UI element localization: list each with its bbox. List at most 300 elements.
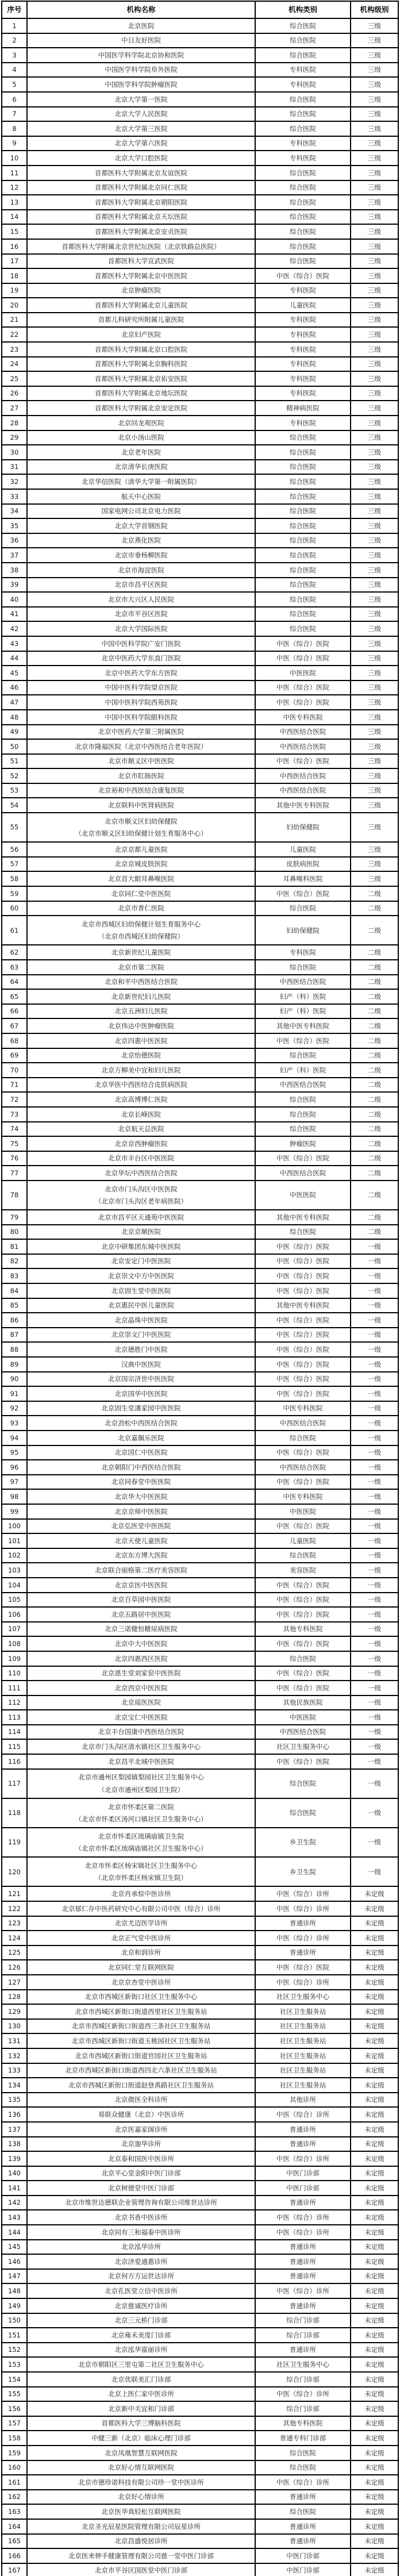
cell-level: 未定级 [351, 2475, 398, 2490]
table-row [2, 1960, 398, 1975]
cell-category: 社区卫生服务站 [255, 2033, 351, 2048]
table-row [2, 607, 398, 622]
institution-name: 首都医科大学附属北京胸科医院 [95, 360, 187, 368]
table-row [2, 2563, 398, 2576]
cell-name [27, 254, 255, 269]
cell-category: 综合医院 [255, 1122, 351, 1137]
cell-category: 中医医院 [255, 1710, 351, 1725]
cell-level: 二级 [351, 1092, 398, 1107]
cell-level: 三级 [351, 18, 398, 33]
cell-name [27, 371, 255, 386]
institution-name: 北京新中关宜和门诊部 [108, 2404, 174, 2413]
table-row [2, 2490, 398, 2505]
institution-name: 北京市门头沟区清水镇社区卫生服务中心 [82, 1743, 201, 1751]
cell-level: 未定级 [351, 2504, 398, 2519]
institution-name: 北京市怀柔区琉璃庙镇卫生院 [98, 1832, 184, 1840]
table-row [2, 857, 398, 872]
cell-name [27, 960, 255, 975]
cell-no: 110 [2, 1666, 27, 1681]
table-row [2, 2475, 398, 2490]
cell-level: 三级 [351, 313, 398, 328]
cell-level: 一级 [351, 1857, 398, 1886]
cell-name [27, 2475, 255, 2490]
cell-category: 普通诊所 [255, 2534, 351, 2549]
cell-no: 150 [2, 2313, 27, 2328]
cell-category: 中医（综合）医院 [255, 1372, 351, 1387]
cell-level: 一级 [351, 1357, 398, 1372]
cell-level: 三级 [351, 92, 398, 107]
cell-level: 未定级 [351, 2446, 398, 2460]
cell-category: 综合医院 [255, 2446, 351, 2460]
table-row [2, 1078, 398, 1093]
cell-category: 普通诊所 [255, 2490, 351, 2505]
cell-no: 126 [2, 1960, 27, 1975]
cell-level: 三级 [351, 77, 398, 92]
institution-name: 北京平心堂金阳中医门诊部 [101, 2169, 181, 2178]
institution-name: 首都医科大学附属北京友谊医院 [95, 168, 187, 177]
cell-no: 32 [2, 474, 27, 489]
cell-category: 皮肤病医院 [255, 857, 351, 872]
cell-name [27, 2093, 255, 2108]
cell-category: 综合医院 [255, 460, 351, 475]
cell-level: 三级 [351, 224, 398, 239]
institution-name: 中国中医科学院广安门医院 [101, 639, 181, 648]
institution-name: 北京清华长庚医院 [114, 463, 168, 471]
table-row [2, 1460, 398, 1475]
table-row [2, 107, 398, 122]
cell-no: 6 [2, 92, 27, 107]
cell-no: 111 [2, 1681, 27, 1695]
institution-name: 北京大学口腔医院 [114, 153, 168, 162]
cell-name [27, 1946, 255, 1960]
cell-category: 综合医院 [255, 445, 351, 460]
cell-level: 未定级 [351, 2548, 398, 2563]
table-row [2, 2181, 398, 2196]
cell-category: 中医（综合）医院 [255, 1578, 351, 1593]
cell-category: 中医（综合）医院 [255, 1254, 351, 1269]
cell-no: 120 [2, 1857, 27, 1886]
institution-name: 北京肿瘤医院 [121, 286, 161, 295]
cell-no: 20 [2, 298, 27, 313]
cell-level: 三级 [351, 63, 398, 78]
cell-name [27, 1372, 255, 1387]
cell-category: 专科医院 [255, 386, 351, 401]
cell-level: 未定级 [351, 2372, 398, 2387]
cell-name [27, 813, 255, 842]
cell-name [27, 136, 255, 151]
table-row [2, 1857, 398, 1886]
cell-no: 34 [2, 504, 27, 519]
cell-name [27, 1210, 255, 1225]
institution-name: 北京市西城区新街口街道西里社区卫生服务站 [75, 2007, 207, 2016]
table-row [2, 1593, 398, 1608]
table-row [2, 2122, 398, 2137]
cell-level: 二级 [351, 901, 398, 916]
table-row [2, 1298, 398, 1313]
table-row [2, 960, 398, 975]
cell-no: 161 [2, 2475, 27, 2490]
cell-category: 普通诊所 [255, 2298, 351, 2313]
cell-category: 专科医院 [255, 945, 351, 960]
cell-level: 三级 [351, 474, 398, 489]
table-row [2, 754, 398, 769]
cell-no: 36 [2, 533, 27, 548]
cell-name [27, 2298, 255, 2313]
cell-name [27, 268, 255, 283]
table-row [2, 1268, 398, 1283]
cell-level: 一级 [351, 1372, 398, 1387]
cell-no: 144 [2, 2225, 27, 2240]
table-row [2, 739, 398, 754]
cell-name [27, 2196, 255, 2210]
cell-name [27, 2401, 255, 2416]
institution-name: 北京回龙观医院 [118, 418, 164, 427]
cell-category: 中医门诊部 [255, 2166, 351, 2181]
cell-no: 78 [2, 1181, 27, 1210]
cell-name [27, 518, 255, 533]
cell-category: 中医（综合）医院 [255, 1268, 351, 1283]
table-row [2, 1210, 398, 1225]
cell-name [27, 1828, 255, 1857]
cell-category: 普通诊所 [255, 1916, 351, 1931]
cell-no: 79 [2, 1210, 27, 1225]
cell-no: 70 [2, 1063, 27, 1078]
cell-name [27, 1298, 255, 1313]
cell-level: 三级 [351, 180, 398, 195]
cell-name [27, 77, 255, 92]
cell-level: 未定级 [351, 2137, 398, 2152]
cell-category: 综合医院 [255, 254, 351, 269]
cell-no: 3 [2, 48, 27, 63]
cell-name [27, 2519, 255, 2534]
cell-level: 二级 [351, 1107, 398, 1122]
cell-name [27, 2225, 255, 2240]
cell-category: 综合医院 [255, 518, 351, 533]
cell-no: 99 [2, 1504, 27, 1519]
table-row [2, 313, 398, 328]
cell-level: 三级 [351, 563, 398, 578]
cell-level: 一级 [351, 1636, 398, 1651]
cell-name [27, 1960, 255, 1975]
table-row [2, 1092, 398, 1107]
cell-level: 一级 [351, 1519, 398, 1534]
cell-level: 未定级 [351, 1916, 398, 1931]
cell-level: 一级 [351, 1328, 398, 1343]
institution-name: 北京圣光辰星医院管理有限公司辰星诊所 [82, 2522, 201, 2531]
cell-level: 二级 [351, 1210, 398, 1225]
cell-level: 三级 [351, 195, 398, 210]
institution-alt-name: （北京市怀柔区汤河口镇社区卫生服务中心） [75, 1814, 207, 1823]
institution-name: 北京华坛中西医结合医院 [105, 1168, 178, 1177]
cell-no: 97 [2, 1475, 27, 1490]
table-row [2, 578, 398, 593]
cell-name [27, 695, 255, 710]
cell-category: 儿童医院 [255, 842, 351, 857]
cell-level: 三级 [351, 695, 398, 710]
institution-name: 北京怡德医院 [121, 1051, 161, 1060]
cell-no: 137 [2, 2122, 27, 2137]
cell-category: 普通诊所 [255, 2343, 351, 2358]
cell-no: 65 [2, 989, 27, 1004]
cell-level: 未定级 [351, 2431, 398, 2446]
institution-table [1, 1, 399, 2576]
cell-category: 专科医院 [255, 327, 351, 342]
institution-name: 北京联合丽格第二医疗美容医院 [95, 1566, 187, 1574]
table-row [2, 1239, 398, 1254]
cell-level: 未定级 [351, 2240, 398, 2255]
table-row [2, 2504, 398, 2519]
institution-name: 北京树德堂中医门诊部 [108, 2183, 174, 2192]
cell-name [27, 2181, 255, 2196]
institution-name: 北京好心情互联网医院 [108, 2463, 174, 2472]
institution-name: 北京崇文门中医医院 [111, 1331, 171, 1339]
cell-category: 中医（综合）医院 [255, 1033, 351, 1048]
cell-no: 5 [2, 77, 27, 92]
table-row [2, 386, 398, 401]
cell-level: 一级 [351, 1489, 398, 1504]
institution-name: 首都医科大学附属北京朝阳医院 [95, 198, 187, 206]
cell-level: 一级 [351, 1283, 398, 1298]
cell-category: 中医（综合）医院 [255, 1151, 351, 1166]
cell-name [27, 2004, 255, 2019]
cell-name [27, 2166, 255, 2181]
cell-name [27, 239, 255, 254]
cell-name [27, 180, 255, 195]
cell-no: 114 [2, 1725, 27, 1740]
institution-name: 北京大学第三医院 [114, 124, 168, 133]
table-row [2, 474, 398, 489]
cell-name [27, 2431, 255, 2446]
table-row [2, 1754, 398, 1769]
institution-name: 北京微医全科诊所 [114, 2096, 168, 2104]
institution-name: 北京慈诚医疗诊所 [114, 2301, 168, 2310]
cell-no: 51 [2, 754, 27, 769]
table-row [2, 651, 398, 666]
institution-name: 北京市德珍诺科技有限公司珍一堂中医诊所 [78, 2478, 204, 2486]
cell-level: 一级 [351, 1548, 398, 1563]
institution-name: 北京东方博大医院 [114, 1551, 168, 1560]
cell-level: 一级 [351, 1666, 398, 1681]
cell-no: 123 [2, 1916, 27, 1931]
cell-name [27, 1886, 255, 1901]
cell-no: 160 [2, 2460, 27, 2475]
cell-name [27, 121, 255, 136]
cell-name [27, 1254, 255, 1269]
table-row [2, 989, 398, 1004]
institution-name: 北京老年医院 [121, 448, 161, 456]
table-row [2, 1018, 398, 1033]
cell-name [27, 2078, 255, 2093]
table-row [2, 1225, 398, 1240]
cell-no: 98 [2, 1489, 27, 1504]
institution-name: 北京妇产医院 [121, 330, 161, 339]
cell-level: 三级 [351, 842, 398, 857]
cell-level: 一级 [351, 1431, 398, 1445]
cell-no: 19 [2, 283, 27, 298]
table-row [2, 2078, 398, 2093]
cell-name [27, 975, 255, 990]
institution-name: 航天中心医院 [121, 492, 161, 501]
table-row [2, 2534, 398, 2549]
cell-category: 中医（综合）医院 [255, 1754, 351, 1769]
cell-category: 综合医院 [255, 121, 351, 136]
cell-category: 中医（综合）诊所 [255, 2107, 351, 2122]
cell-no: 24 [2, 357, 27, 372]
institution-name: 北京五路居中医医院 [111, 1610, 171, 1618]
cell-category: 妇产（科）医院 [255, 1004, 351, 1019]
cell-category: 中西医结合医院 [255, 1416, 351, 1431]
cell-level: 未定级 [351, 2078, 398, 2093]
cell-category: 中西医结合医院 [255, 1166, 351, 1181]
cell-no: 164 [2, 2519, 27, 2534]
cell-category: 综合医院 [255, 48, 351, 63]
table-row [2, 151, 398, 166]
table-row [2, 2343, 398, 2358]
cell-no: 145 [2, 2240, 27, 2255]
cell-no: 87 [2, 1328, 27, 1343]
table-row [2, 1033, 398, 1048]
table-row [2, 725, 398, 740]
cell-no: 43 [2, 636, 27, 651]
cell-category: 美容医院 [255, 1563, 351, 1578]
cell-no: 96 [2, 1460, 27, 1475]
cell-category: 肿瘤医院 [255, 1136, 351, 1151]
cell-no: 129 [2, 2004, 27, 2019]
cell-category: 中西医结合医院 [255, 725, 351, 740]
cell-no: 88 [2, 1342, 27, 1357]
cell-no: 119 [2, 1828, 27, 1857]
cell-level: 未定级 [351, 1990, 398, 2005]
institution-name: 北京宝仁中医医院 [114, 1713, 168, 1721]
cell-level: 二级 [351, 1151, 398, 1166]
institution-name: 北京国宗济世中医医院 [108, 1375, 174, 1383]
cell-category: 其他中医专科医院 [255, 798, 351, 813]
cell-name [27, 592, 255, 607]
cell-name [27, 2240, 255, 2255]
cell-no: 37 [2, 548, 27, 563]
cell-level: 一级 [351, 1445, 398, 1460]
cell-no: 131 [2, 2033, 27, 2048]
cell-no: 25 [2, 371, 27, 386]
cell-no: 128 [2, 1990, 27, 2005]
cell-name [27, 1431, 255, 1445]
institution-name: 北京中医药大学东方医院 [105, 668, 178, 677]
cell-name [27, 1519, 255, 1534]
cell-category: 综合门诊部 [255, 2372, 351, 2387]
cell-no: 42 [2, 621, 27, 636]
cell-name [27, 1857, 255, 1886]
institution-name: 北京市门头沟区中医医院 [105, 1185, 178, 1193]
table-row [2, 1151, 398, 1166]
cell-category: 中医（综合）医院 [255, 1960, 351, 1975]
cell-category: 中医（综合）医院 [255, 1239, 351, 1254]
cell-no: 17 [2, 254, 27, 269]
cell-name [27, 2151, 255, 2166]
cell-name [27, 2343, 255, 2358]
cell-level: 三级 [351, 136, 398, 151]
table-row [2, 2166, 398, 2181]
cell-category: 中医（综合）诊所 [255, 2387, 351, 2402]
table-body [2, 18, 398, 2576]
cell-level: 未定级 [351, 2357, 398, 2372]
cell-name [27, 2416, 255, 2431]
cell-category: 儿童医院 [255, 298, 351, 313]
cell-no: 133 [2, 2063, 27, 2078]
institution-name: 北京三诺健恒糖尿病医院 [105, 1625, 178, 1633]
institution-name: 中国医学科学院北京协和医院 [98, 51, 184, 59]
institution-name: 北京孔医堂立信中医诊所 [105, 2287, 178, 2296]
institution-name: 北京市平谷区国医堂中医门诊部 [95, 2566, 187, 2575]
table-row [2, 1357, 398, 1372]
cell-name [27, 1725, 255, 1740]
cell-name [27, 2137, 255, 2152]
institution-name: 北京医来伸手健康管理有限公司慈一堂中医门诊部 [68, 2551, 214, 2560]
cell-no: 125 [2, 1946, 27, 1960]
institution-alt-name: （北京市顺义区妇幼保健计划生育服务中心） [75, 829, 207, 838]
institution-name: 北京市西城区新街口街道官园社区卫生服务站 [75, 2051, 207, 2060]
table-row [2, 945, 398, 960]
institution-name: 北京高博博仁医院 [114, 1095, 168, 1104]
cell-category: 社区卫生服务站 [255, 2063, 351, 2078]
institution-name: 北京医院 [128, 21, 155, 30]
institution-name: 北京德胜门中医院 [114, 1345, 168, 1354]
cell-level: 未定级 [351, 1931, 398, 1946]
cell-category: 中医（综合）医院 [255, 754, 351, 769]
cell-level: 二级 [351, 1122, 398, 1137]
table-row [2, 401, 398, 416]
cell-level: 未定级 [351, 2048, 398, 2063]
cell-name [27, 2122, 255, 2137]
cell-no: 29 [2, 430, 27, 445]
table-row [2, 871, 398, 886]
cell-category: 综合医院 [255, 180, 351, 195]
institution-name: 北京中医药大学第三附属医院 [98, 728, 184, 736]
cell-category: 中医（综合）诊所 [255, 2151, 351, 2166]
cell-name [27, 725, 255, 740]
institution-name: 中国中医科学院眼科医院 [105, 713, 178, 721]
table-row [2, 1504, 398, 1519]
institution-name: 北京市通州区梨园镇梨园社区卫生服务中心 [78, 1773, 204, 1782]
institution-name: 首都医科大学附属北京佑安医院 [95, 374, 187, 383]
cell-category: 其他诊所 [255, 2093, 351, 2108]
institution-name: 北京医嘉家阁诊所 [114, 2125, 168, 2133]
cell-no: 81 [2, 1239, 27, 1254]
cell-level: 三级 [351, 357, 398, 372]
table-row [2, 2283, 398, 2298]
institution-alt-name: （北京市通州区梨园卫生院） [98, 1785, 184, 1794]
cell-level: 二级 [351, 975, 398, 990]
cell-name [27, 1283, 255, 1298]
institution-name: 中健三新（北京）临床心理门诊部 [91, 2433, 191, 2442]
cell-category: 中医（综合）医院 [255, 680, 351, 695]
cell-level: 三级 [351, 813, 398, 842]
cell-category: 其他专科医院 [255, 2416, 351, 2431]
cell-name [27, 1313, 255, 1328]
cell-level: 未定级 [351, 2460, 398, 2475]
cell-category: 专科医院 [255, 63, 351, 78]
cell-level: 三级 [351, 798, 398, 813]
cell-name [27, 578, 255, 593]
cell-name [27, 1166, 255, 1181]
institution-name: 首都医科大学附属北京儿童医院 [95, 301, 187, 309]
cell-level: 三级 [351, 578, 398, 593]
cell-name [27, 901, 255, 916]
cell-name [27, 783, 255, 798]
cell-name [27, 945, 255, 960]
table-row [2, 1651, 398, 1666]
cell-name [27, 2372, 255, 2387]
cell-no: 105 [2, 1593, 27, 1608]
